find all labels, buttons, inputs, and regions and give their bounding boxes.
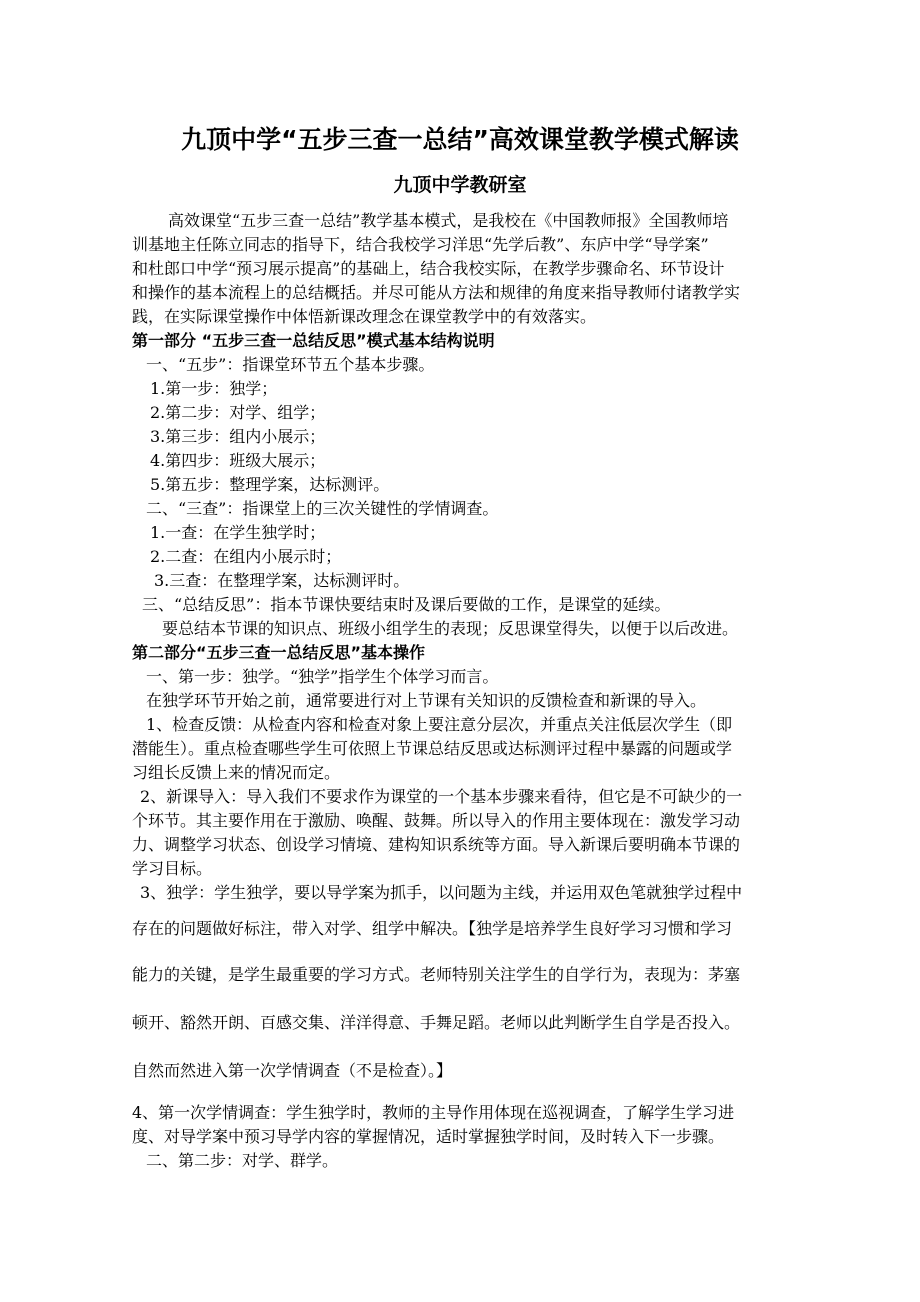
- list-heading: 二、“三查”：指课堂上的三次关键性的学情调查。: [146, 499, 499, 518]
- list-heading: 三、“总结反思”：指本节课快要结束时及课后要做的工作，是课堂的延续。: [142, 595, 671, 614]
- paragraph-line: 潜能生）。重点检查哪些学生可依照上节课总结反思或达标测评过程中暴露的问题或学: [132, 739, 733, 758]
- list-item: 2.第二步：对学、组学；: [150, 403, 326, 422]
- paragraph-line: 2、新课导入：导入我们不要求作为课堂的一个基本步骤来看待，但它是不可缺少的一: [140, 787, 743, 806]
- list-heading: 一、第一步：独学。“独学”指学生个体学习而言。: [146, 667, 499, 686]
- paragraph-line: 践，在实际课堂操作中体悟新课改理念在课堂教学中的有效落实。: [132, 307, 597, 326]
- paragraph-line: 顿开、豁然开朗、百感交集、洋洋得意、手舞足蹈。老师以此判断学生自学是否投入。: [132, 1013, 741, 1032]
- list-item: 1.第一步：独学；: [150, 379, 278, 398]
- list-heading: 一、“五步”：指课堂环节五个基本步骤。: [146, 355, 435, 374]
- paragraph-line: 训基地主任陈立同志的指导下，结合我校学习洋思“先学后教”、东庐中学“导学案”: [132, 235, 709, 254]
- list-item: 3.第三步：组内小展示；: [150, 427, 326, 446]
- section-heading: 第二部分“五步三查一总结反思”基本操作: [132, 643, 426, 662]
- paragraph-line: 学习目标。: [132, 859, 213, 878]
- paragraph-line: 在独学环节开始之前，通常要进行对上节课有关知识的反馈检查和新课的导入。: [146, 691, 707, 710]
- paragraph-line: 和杜郎口中学“预习展示提高”的基础上，结合我校实际，在教学步骤命名、环节设计: [132, 259, 725, 278]
- document-title: 九顶中学“五步三查一总结”高效课堂教学模式解读: [181, 125, 739, 154]
- list-item: 3.三查：在整理学案，达标测评时。: [154, 571, 410, 590]
- paragraph-line: 习组长反馈上来的情况而定。: [132, 763, 341, 782]
- paragraph-line: 1、检查反馈：从检查内容和检查对象上要注意分层次，并重点关注低层次学生（即: [146, 715, 733, 734]
- paragraph-line: 能力的关键，是学生最重要的学习方式。老师特别关注学生的自学行为，表现为：茅塞: [132, 965, 741, 984]
- paragraph-line: 度、对导学案中预习导学内容的掌握情况，适时掌握独学时间，及时转入下一步骤。: [132, 1127, 725, 1146]
- list-item: 4.第四步：班级大展示；: [150, 451, 326, 470]
- list-item: 1.一查：在学生独学时；: [150, 523, 326, 542]
- paragraph-line: 4、第一次学情调查：学生独学时，教师的主导作用体现在巡视调查，了解学生学习进: [132, 1103, 735, 1122]
- paragraph-line: 高效课堂“五步三查一总结”教学基本模式，是我校在《中国教师报》全国教师培: [168, 211, 729, 230]
- paragraph-line: 自然而然进入第一次学情调查（不是检查）。】: [132, 1061, 453, 1080]
- list-heading: 二、第二步：对学、群学。: [146, 1151, 339, 1170]
- paragraph-line: 个环节。其主要作用在于激励、唤醒、鼓舞。所以导入的作用主要体现在：激发学习动: [132, 811, 741, 830]
- paragraph-line: 要总结本节课的知识点、班级小组学生的表现；反思课堂得失，以便于以后改进。: [162, 619, 739, 638]
- paragraph-line: 存在的问题做好标注，带入对学、组学中解决。【独学是培养学生良好学习习惯和学习: [132, 919, 733, 938]
- paragraph-line: 和操作的基本流程上的总结概括。并尽可能从方法和规律的角度来指导教师付诸教学实: [132, 283, 741, 302]
- document-subtitle: 九顶中学教研室: [393, 174, 527, 196]
- paragraph-line: 力、调整学习状态、创设学习情境、建构知识系统等方面。导入新课后要明确本节课的: [132, 835, 741, 854]
- section-heading: 第一部分 “五步三查一总结反思”模式基本结构说明: [132, 331, 495, 350]
- list-item: 5.第五步：整理学案，达标测评。: [150, 475, 390, 494]
- list-item: 2.二查：在组内小展示时；: [150, 547, 342, 566]
- paragraph-line: 3、独学：学生独学，要以导学案为抓手，以问题为主线，并运用双色笔就独学过程中: [140, 883, 743, 902]
